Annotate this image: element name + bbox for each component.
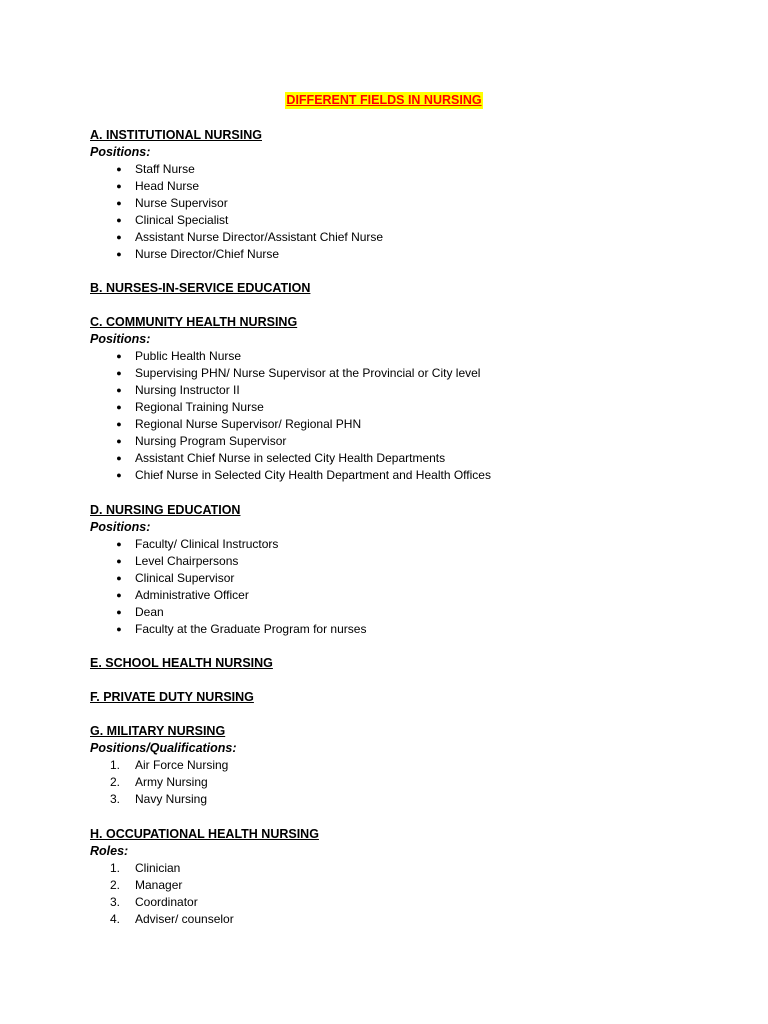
list-item (90, 587, 690, 604)
list-item-text: Chief Nurse in Selected City Health Department and Health Offices (135, 468, 491, 482)
list-item (90, 365, 690, 382)
list-item-text: Regional Nurse Supervisor/ Regional PHN (135, 417, 362, 431)
list-item (90, 894, 690, 911)
list-number: 2. (110, 878, 121, 892)
list-item-text: Assistant Chief Nurse in selected City Health Departments (135, 451, 446, 465)
list-item (90, 604, 690, 621)
list-item (90, 161, 690, 178)
section-heading: B. NURSES-IN-SERVICE EDUCATION (90, 281, 311, 295)
list-item-text: Assistant Nurse Director/Assistant Chief Nurse (135, 230, 384, 244)
bullet-icon: ● (116, 402, 122, 412)
section-heading: H. OCCUPATIONAL HEALTH NURSING (90, 827, 319, 841)
list-item (90, 757, 690, 774)
list-item (90, 246, 690, 263)
list-item (90, 860, 690, 877)
bullet-icon: ● (116, 368, 122, 378)
bullet-icon: ● (116, 607, 122, 617)
section-sublabel: Positions: (90, 520, 151, 534)
section-private-duty-nursing (90, 689, 690, 706)
bullet-icon: ● (116, 470, 122, 480)
section-sublabel: Positions/Qualifications: (90, 741, 237, 755)
section-occupational-health-nursing (90, 826, 690, 928)
bullet-list (90, 161, 690, 263)
section-heading: A. INSTITUTIONAL NURSING (90, 128, 262, 142)
bullet-icon: ● (116, 385, 122, 395)
section-heading: E. SCHOOL HEALTH NURSING (90, 656, 273, 670)
list-item-text: Public Health Nurse (135, 349, 242, 363)
list-item-text: Faculty/ Clinical Instructors (135, 537, 279, 551)
bullet-icon: ● (116, 624, 122, 634)
list-item (90, 433, 690, 450)
list-item-text: Administrative Officer (135, 588, 249, 602)
section-heading: D. NURSING EDUCATION (90, 503, 241, 517)
list-item (90, 348, 690, 365)
bullet-icon: ● (116, 215, 122, 225)
bullet-icon: ● (116, 590, 122, 600)
list-item-text: Clinical Specialist (135, 213, 229, 227)
bullet-list (90, 348, 690, 484)
list-item (90, 212, 690, 229)
numbered-list (90, 757, 690, 808)
document-title: DIFFERENT FIELDS IN NURSING (286, 93, 482, 107)
list-item (90, 774, 690, 791)
section-institutional-nursing (90, 127, 690, 263)
bullet-icon: ● (116, 232, 122, 242)
list-item-text: Nurse Director/Chief Nurse (135, 247, 280, 261)
section-heading: C. COMMUNITY HEALTH NURSING (90, 315, 298, 329)
list-item (90, 570, 690, 587)
list-item (90, 450, 690, 467)
list-item (90, 416, 690, 433)
bullet-icon: ● (116, 556, 122, 566)
bullet-icon: ● (116, 249, 122, 259)
list-item-text: Air Force Nursing (135, 758, 229, 772)
bullet-icon: ● (116, 539, 122, 549)
bullet-icon: ● (116, 436, 122, 446)
list-item-text: Nurse Supervisor (135, 196, 228, 210)
list-item-text: Level Chairpersons (135, 554, 239, 568)
list-item (90, 791, 690, 808)
bullet-icon: ● (116, 419, 122, 429)
list-item-text: Regional Training Nurse (135, 400, 264, 414)
list-item (90, 877, 690, 894)
list-item (90, 195, 690, 212)
list-item-text: Staff Nurse (135, 162, 195, 176)
list-item-text: Army Nursing (135, 775, 208, 789)
list-item-text: Nursing Program Supervisor (135, 434, 287, 448)
list-number: 3. (110, 792, 121, 806)
section-nurses-in-service-education (90, 280, 690, 297)
list-item-text: Adviser/ counselor (135, 912, 234, 926)
list-item (90, 536, 690, 553)
list-item (90, 229, 690, 246)
list-item-text: Clinician (135, 861, 181, 875)
list-item-text: Supervising PHN/ Nurse Supervisor at the Provincial or City level (135, 366, 481, 380)
list-item (90, 467, 690, 484)
section-sublabel: Roles: (90, 844, 129, 858)
section-heading: F. PRIVATE DUTY NURSING (90, 690, 254, 704)
title-wrapper (0, 92, 768, 109)
list-item (90, 399, 690, 416)
list-item (90, 621, 690, 638)
section-school-health-nursing (90, 655, 690, 672)
section-nursing-education (90, 502, 690, 638)
list-item-text: Nursing Instructor II (135, 383, 240, 397)
bullet-icon: ● (116, 198, 122, 208)
section-sublabel: Positions: (90, 332, 151, 346)
list-item-text: Clinical Supervisor (135, 571, 235, 585)
bullet-icon: ● (116, 351, 122, 361)
list-item-text: Manager (135, 878, 183, 892)
list-item-text: Head Nurse (135, 179, 200, 193)
section-community-health-nursing (90, 314, 690, 484)
list-item-text: Dean (135, 605, 164, 619)
list-item (90, 382, 690, 399)
list-item (90, 911, 690, 928)
list-item (90, 178, 690, 195)
list-item (90, 553, 690, 570)
list-number: 1. (110, 861, 121, 875)
section-military-nursing (90, 723, 690, 808)
list-number: 4. (110, 912, 121, 926)
bullet-icon: ● (116, 181, 122, 191)
bullet-list (90, 536, 690, 638)
section-heading: G. MILITARY NURSING (90, 724, 226, 738)
list-number: 2. (110, 775, 121, 789)
list-item-text: Coordinator (135, 895, 198, 909)
list-item-text: Faculty at the Graduate Program for nurses (135, 622, 367, 636)
numbered-list (90, 860, 690, 928)
list-item-text: Navy Nursing (135, 792, 208, 806)
section-sublabel: Positions: (90, 145, 151, 159)
list-number: 1. (110, 758, 121, 772)
bullet-icon: ● (116, 453, 122, 463)
bullet-icon: ● (116, 164, 122, 174)
bullet-icon: ● (116, 573, 122, 583)
list-number: 3. (110, 895, 121, 909)
